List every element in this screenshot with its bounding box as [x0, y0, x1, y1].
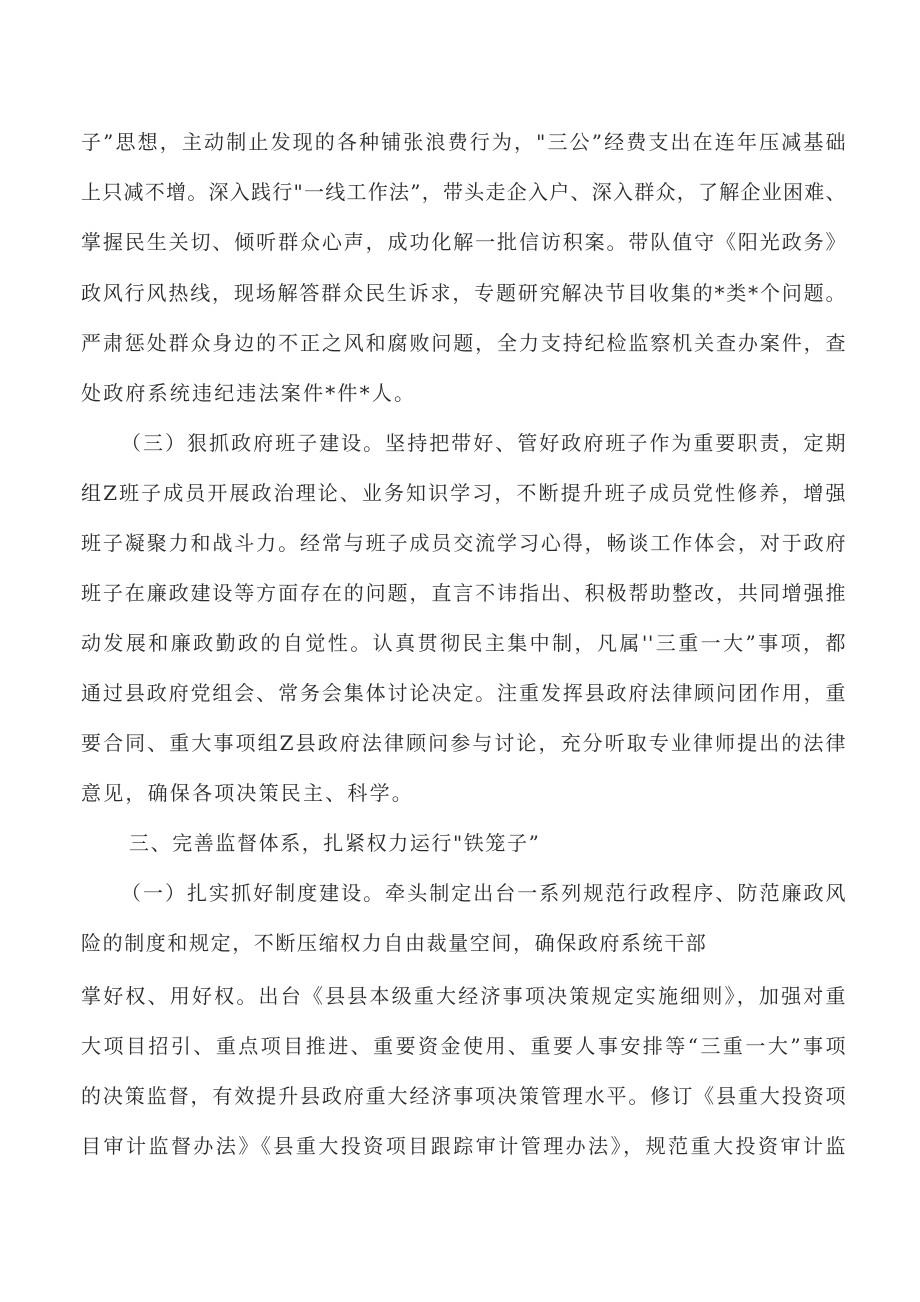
paragraph-line: 意见，确保各项决策民主、科学。 — [81, 781, 414, 805]
paragraph-line: 大项目招引、重点项目推进、重要资金使用、重要人事安排等“三重一大”事项 — [81, 1034, 846, 1058]
paragraph-line: 目审计监督办法》《县重大投资项目跟踪审计管理办法》，规范重大投资审计监 — [81, 1134, 846, 1158]
paragraph-line: 严肃惩处群众身边的不正之风和腐败问题，全力支持纪检监察机关查办案件，查 — [81, 331, 846, 355]
paragraph-line: 上只减不增。深入践行"一线工作法”，带头走企入户、深入群众，了解企业困难、 — [81, 180, 846, 204]
paragraph-line: 动发展和廉政勤政的自觉性。认真贯彻民主集中制，凡属''三重一大”事项，都 — [81, 631, 846, 655]
section-heading-line: （一）扎实抓好制度建设。牵头制定出台一系列规范行政程序、防范廉政风 — [121, 881, 846, 905]
paragraph-line: 掌好权、用好权。出台《县县本级重大经济事项决策规定实施细则》，加强对重 — [81, 984, 846, 1008]
section-heading-line: （三）狠抓政府班子建设。坚持把带好、管好政府班子作为重要职责，定期 — [121, 431, 846, 455]
paragraph-line: 处政府系统违纪违法案件*件*人。 — [81, 381, 417, 405]
paragraph-line: 组Z班子成员开展政治理论、业务知识学习，不断提升班子成员党性修养，增强 — [81, 481, 846, 505]
paragraph-line: 要合同、重大事项组Z县政府法律顾问参与讨论，充分听取专业律师提出的法律 — [81, 731, 846, 755]
paragraph-line: 险的制度和规定，不断压缩权力自由裁量空间，确保政府系统干部 — [81, 931, 708, 955]
paragraph-line: 政风行风热线，现场解答群众民生诉求，专题研究解决节目收集的*类*个问题。 — [81, 281, 846, 305]
section-title: 三、完善监督体系，扎紧权力运行"铁笼子” — [129, 831, 541, 855]
paragraph-line: 班子凝聚力和战斗力。经常与班子成员交流学习心得，畅谈工作体会，对于政府 — [81, 531, 846, 555]
paragraph-line: 的决策监督，有效提升县政府重大经济事项决策管理水平。修订《县重大投资项 — [81, 1084, 846, 1108]
paragraph-line: 班子在廉政建设等方面存在的问题，直言不讳指出、积极帮助整改，共同增强推 — [81, 581, 846, 605]
paragraph-line: 子”思想，主动制止发现的各种铺张浪费行为，"三公”经费支出在连年压减基础 — [81, 130, 846, 154]
paragraph-line: 通过县政府党组会、常务会集体讨论决定。注重发挥县政府法律顾问团作用，重 — [81, 681, 846, 705]
paragraph-line: 掌握民生关切、倾听群众心声，成功化解一批信访积案。带队值守《阳光政务》 — [81, 230, 846, 254]
